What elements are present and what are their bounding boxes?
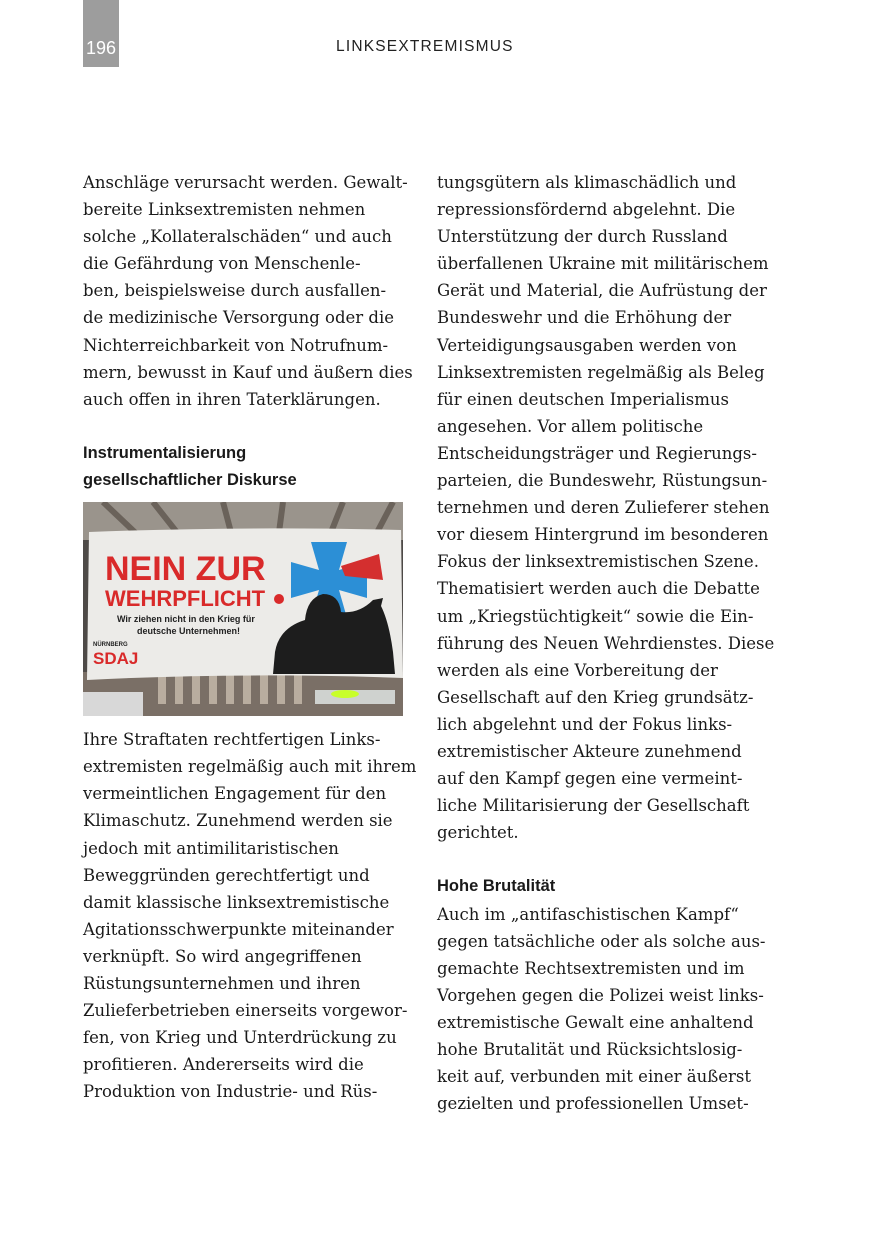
text-line: repressionsfördernd abgelehnt. Die	[437, 200, 736, 220]
text-line: hohe Brutalität und Rücksichtslosig-	[437, 1040, 743, 1059]
text-line: Ihre Straftaten rechtfertigen Links-	[83, 730, 381, 750]
text-line: Nichterreichbarkeit von Notrufnum-	[83, 335, 389, 355]
text-line: gemachte Rechtsextremisten und im	[437, 958, 745, 978]
text-line: extremistischer Akteure zunehmend	[437, 741, 742, 761]
text-line: ternehmen und deren Zulieferer stehen	[437, 498, 770, 518]
text-line: Gerät und Material, die Aufrüstung der	[437, 281, 767, 301]
text-line: Auch im „antifaschistischen Kampf“	[437, 904, 739, 924]
text-line: extremisten regelmäßig auch mit ihrem	[83, 757, 417, 777]
banner-line1: NEIN ZUR	[105, 550, 266, 589]
section-heading: Hohe Brutalität	[437, 877, 556, 896]
text-line: um „Kriegstüchtigkeit“ sowie die Ein-	[437, 606, 754, 626]
text-line: verknüpft. So wird angegriffenen	[83, 946, 362, 966]
text-line: überfallenen Ukraine mit militärischem	[437, 254, 769, 274]
section-heading: gesellschaftlicher Diskurse	[83, 471, 297, 490]
text-line: auch offen in ihren Taterklärungen.	[83, 389, 381, 409]
left-column	[83, 169, 417, 1105]
text-line: gezielten und professionellen Umset-	[437, 1094, 749, 1114]
text-line: Anschläge verursacht werden. Gewalt-	[83, 173, 408, 192]
page-number-tab	[83, 0, 119, 67]
text-line: Verteidigungsausgaben werden von	[437, 335, 737, 355]
text-line: keit auf, verbunden mit einer äußerst	[437, 1067, 751, 1087]
text-line: extremistische Gewalt eine anhaltend	[437, 1012, 754, 1032]
protest-banner-photo	[83, 502, 403, 716]
text-line: Rüstungsunternehmen und ihren	[83, 973, 361, 993]
text-line: die Gefährdung von Menschenle-	[83, 254, 361, 274]
paragraph	[437, 901, 766, 1118]
banner-sub1: Wir ziehen nicht in den Krieg für	[117, 614, 255, 625]
section-heading: Instrumentalisierung	[83, 443, 247, 462]
text-line: Gesellschaft auf den Krieg grundsätz-	[437, 687, 754, 707]
page-number: 196	[85, 38, 117, 58]
text-line: jedoch mit antimilitaristischen	[83, 838, 339, 858]
text-line: tungsgütern als klimaschädlich und	[437, 173, 737, 192]
text-line: führung des Neuen Wehrdienstes. Diese	[437, 633, 775, 653]
paragraph	[437, 169, 775, 846]
text-line: Bundeswehr und die Erhöhung der	[437, 308, 732, 328]
text-line: Entscheidungsträger und Regierungs-	[437, 443, 757, 463]
banner-sub2: deutsche Unternehmen!	[137, 626, 241, 637]
text-line: lich abgelehnt und der Fokus links-	[437, 714, 733, 734]
text-line: Fokus der linksextremistischen Szene.	[437, 552, 759, 572]
running-title: LINKSEXTREMISMUS	[336, 38, 514, 55]
text-line: für einen deutschen Imperialismus	[437, 389, 729, 409]
text-line: Agitationsschwerpunkte miteinander	[83, 919, 394, 939]
text-line: Beweggründen gerechtfertigt und	[83, 865, 370, 885]
text-line: mern, bewusst in Kauf und äußern dies	[83, 362, 413, 382]
text-line: de medizinische Versorgung oder die	[83, 308, 395, 328]
text-line: auf den Kampf gegen eine vermeint-	[437, 769, 743, 789]
text-line: liche Militarisierung der Gesellschaft	[437, 796, 750, 816]
text-line: Klimaschutz. Zunehmend werden sie	[83, 811, 393, 831]
paragraph	[83, 169, 413, 413]
right-column	[437, 169, 775, 1117]
text-line: vermeintlichen Engagement für den	[83, 784, 387, 804]
banner-line2: WEHRPFLICHT	[105, 586, 266, 612]
paragraph	[83, 726, 417, 1105]
text-line: werden als eine Vorbereitung der	[437, 660, 718, 680]
text-line: parteien, die Bundeswehr, Rüstungsun-	[437, 471, 768, 491]
text-line: angesehen. Vor allem politische	[437, 416, 704, 436]
text-line: damit klassische linksextremistische	[83, 892, 390, 912]
logo-org: SDAJ	[93, 649, 139, 669]
text-line: solche „Kollateralschäden“ und auch	[83, 227, 392, 247]
text-line: gerichtet.	[437, 823, 519, 843]
text-line: vor diesem Hintergrund im besonderen	[437, 525, 769, 545]
text-line: Linksextremisten regelmäßig als Beleg	[437, 362, 765, 382]
text-line: fen, von Krieg und Unterdrückung zu	[83, 1028, 397, 1048]
text-line: profitieren. Andererseits wird die	[83, 1055, 364, 1075]
text-line: Thematisiert werden auch die Debatte	[437, 579, 760, 599]
text-line: ben, beispielsweise durch ausfallen-	[83, 281, 387, 301]
logo-city: NÜRNBERG	[93, 642, 128, 649]
text-line: Produktion von Industrie- und Rüs-	[83, 1082, 378, 1102]
text-line: Zulieferbetrieben einerseits vorgewor-	[83, 1001, 408, 1021]
text-line: Unterstützung der durch Russland	[437, 227, 728, 247]
text-line: gegen tatsächliche oder als solche aus-	[437, 931, 766, 951]
text-line: Vorgehen gegen die Polizei weist links-	[437, 985, 764, 1005]
text-line: bereite Linksextremisten nehmen	[83, 200, 366, 220]
